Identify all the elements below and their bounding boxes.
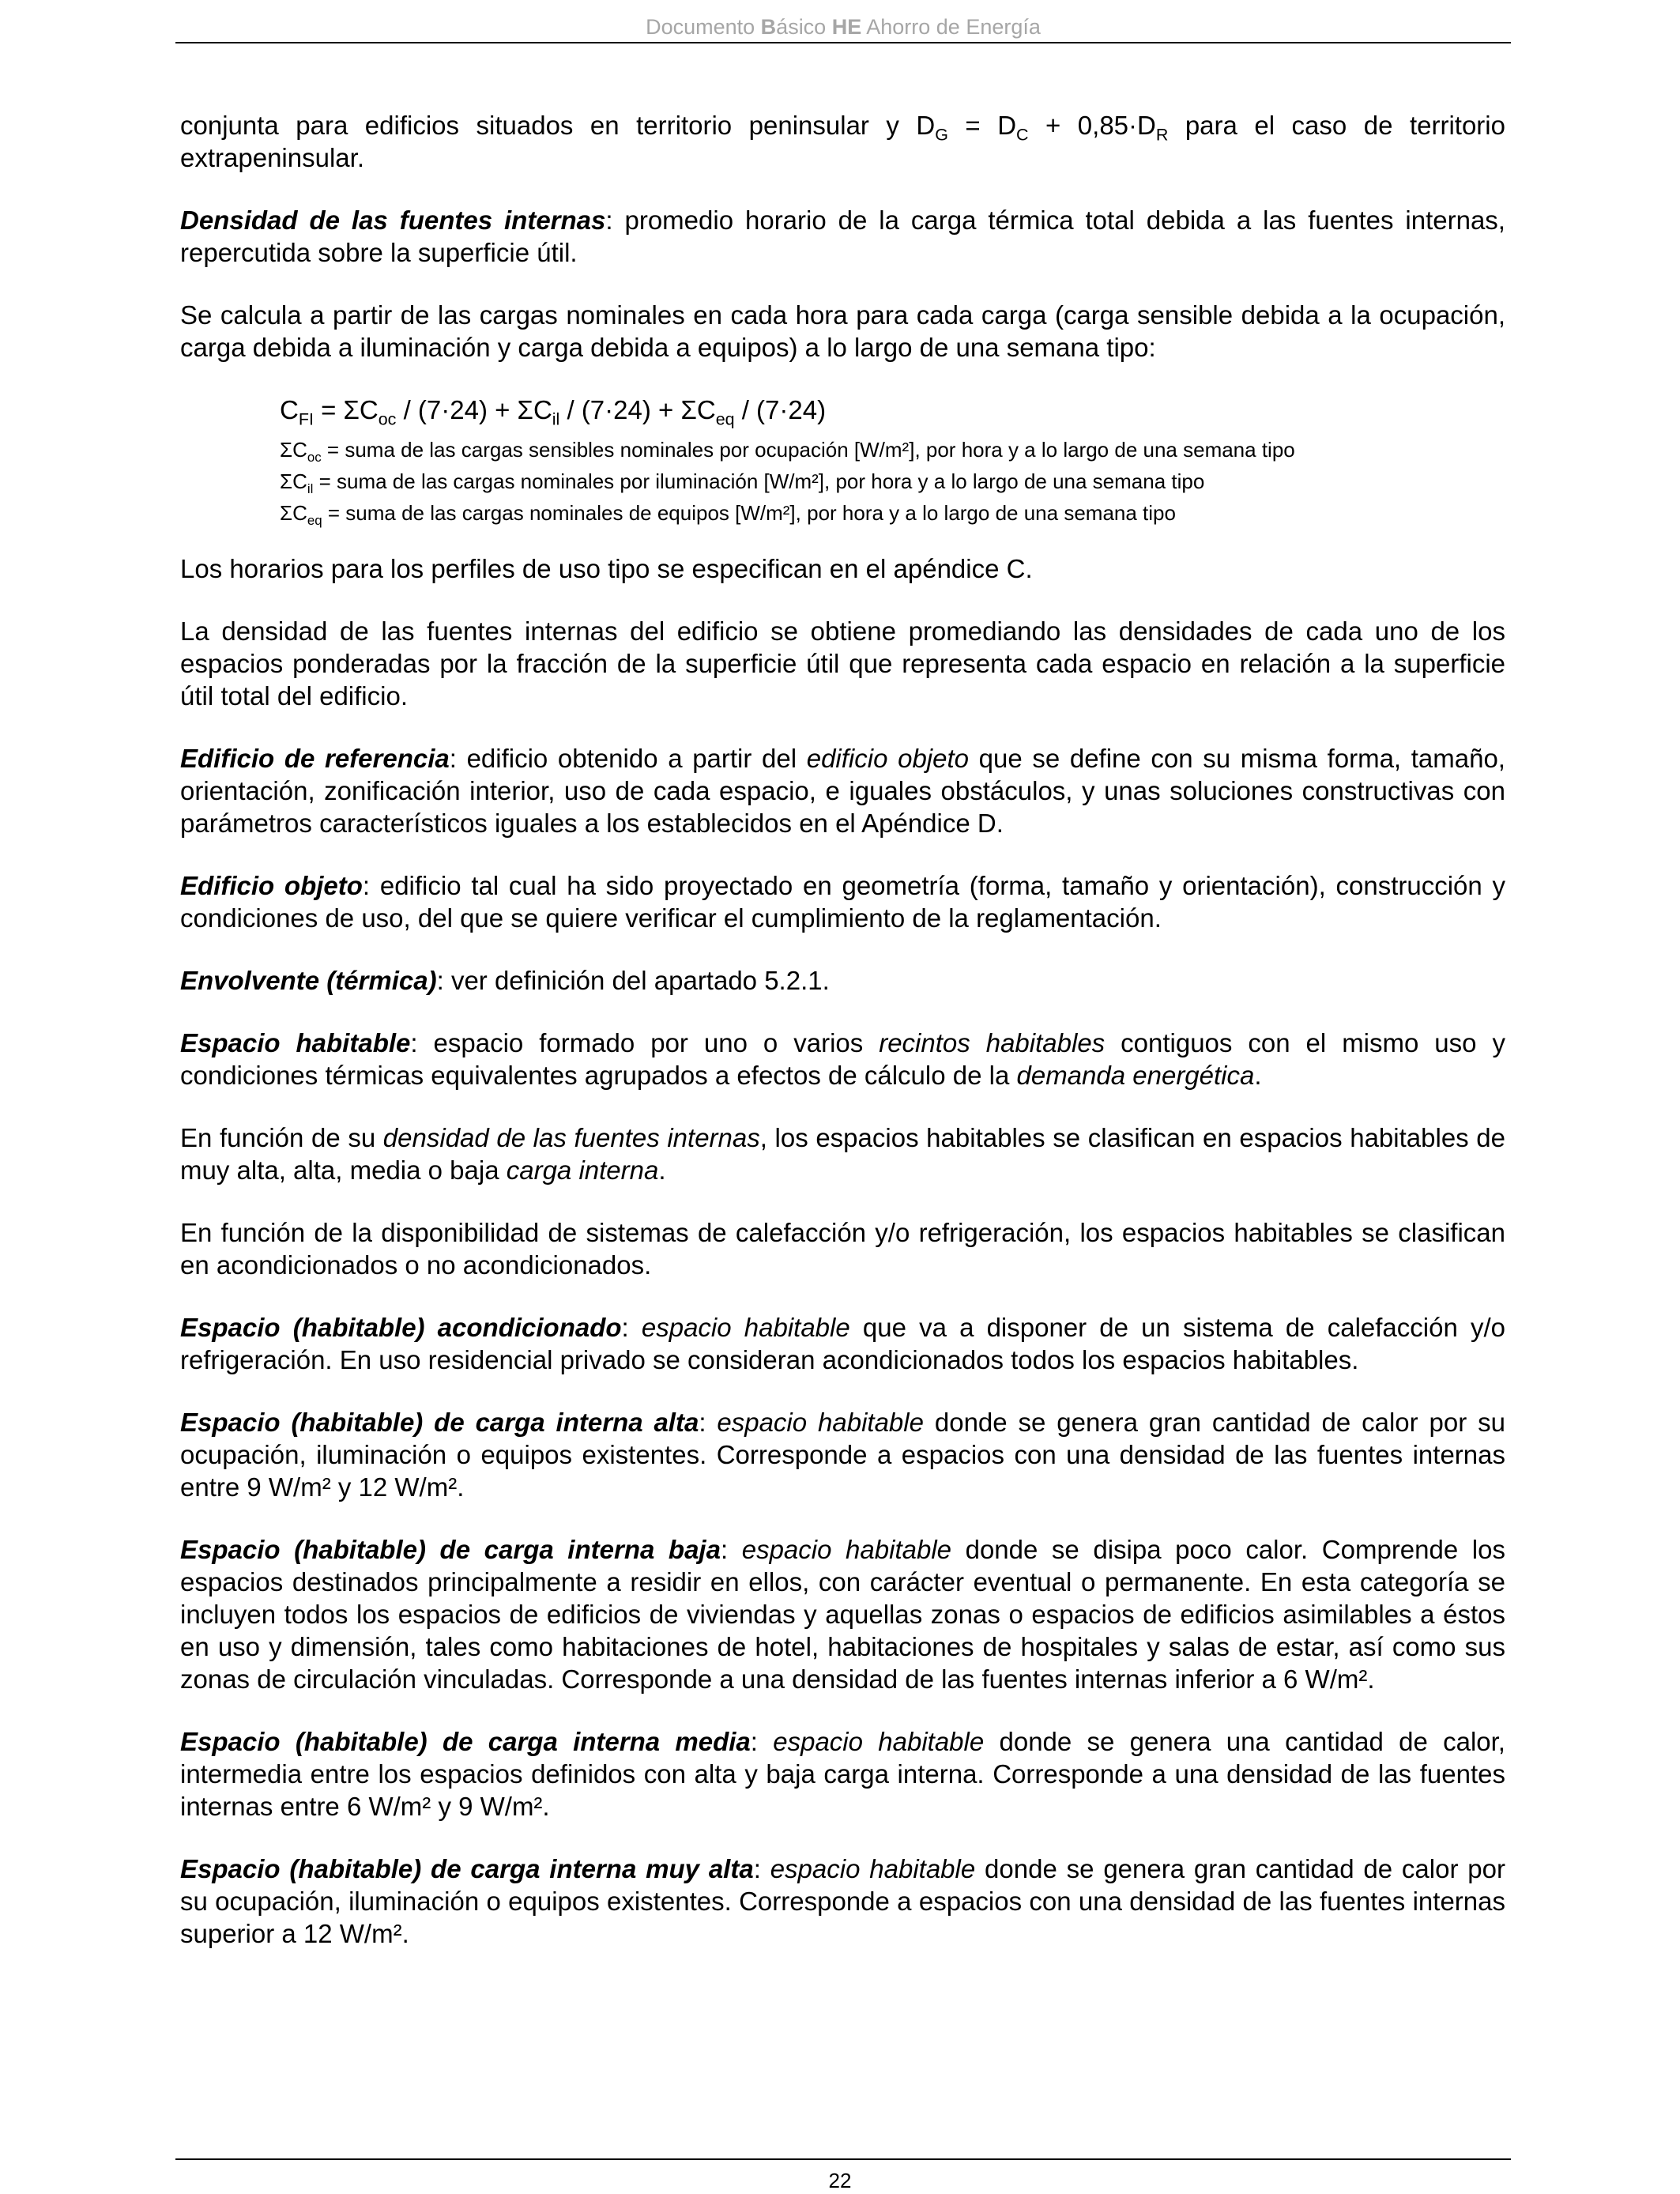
paragraph-clasificacion-acondicionado: En función de la disponibilidad de sistemas de calefacción y/o refrigeración, los espacios habitables se clasifican en acondicionados o no acondicionados. — [180, 1218, 1505, 1280]
header-text-3: ásico — [776, 15, 832, 39]
term-carga-interna-alta: Espacio (habitable) de carga interna alta — [180, 1408, 699, 1437]
definition-carga-interna-baja: Espacio (habitable) de carga interna baja: espacio habitable donde se disipa poco calor. Comprende los espacios destinados principalmente a residir en ellos, con carácter eventual o permanente. En esta categoría se incluyen todos los espacios de edificios de viviendas y aquellas zonas o espacios de edificios asimilables a éstos en uso y dimensión, tales como habitaciones de hotel, habitaciones de hospitales y salas de estar, así como sus zonas de circulación vinculadas. Corresponde a una densidad de las fuentes internas inferior a 6 W/m². — [180, 1535, 1505, 1694]
paragraph-dg-definition: conjunta para edificios situados en territorio peninsular y $D_G = D_C + 0,85\cdot D_R$ para el caso de territorio extrapeninsular. — [180, 111, 1505, 172]
page-number: 22 — [828, 2169, 852, 2192]
term-densidad-fuentes-internas: Densidad de las fuentes internas — [180, 205, 606, 235]
term-edificio-objeto: Edificio objeto — [180, 871, 363, 900]
definition-densidad-fuentes-internas: Densidad de las fuentes internas: promedio horario de la carga térmica total debida a las fuentes internas, repercutida sobre la superficie útil. — [180, 205, 1505, 267]
formula-legend-il: $\Sigma C_{il}$ = suma de las cargas nominales por iluminación [W/m²], por hora y a lo largo de una semana tipo — [280, 469, 1205, 496]
definition-edificio-referencia: Edificio de referencia: edificio obtenido a partir del edificio objeto que se define con su misma forma, tamaño, orientación, zonificación interior, uso de cada espacio, e iguales obstáculos, y unas soluciones constructivas con parámetros característicos iguales a los establecidos en el Apéndice D. — [180, 744, 1505, 838]
term-edificio-referencia: Edificio de referencia — [180, 744, 450, 773]
header-rule — [175, 42, 1511, 43]
term-carga-interna-baja: Espacio (habitable) de carga interna baja — [180, 1535, 721, 1564]
term-envolvente: Envolvente (térmica) — [180, 966, 437, 995]
definition-espacio-habitable: Espacio habitable: espacio formado por uno o varios recintos habitables contiguos con el mismo uso y condiciones térmicas equivalentes agrupados a efectos de cálculo de la demanda energética. — [180, 1028, 1505, 1090]
definition-edificio-objeto: Edificio objeto: edificio tal cual ha sido proyectado en geometría (forma, tamaño y orientación), construcción y condiciones de uso, del que se quiere verificar el cumplimiento de la reglamentación. — [180, 871, 1505, 933]
definition-carga-interna-alta: Espacio (habitable) de carga interna alta: espacio habitable donde se genera gran cantidad de calor por su ocupación, iluminación o equipos existentes. Corresponde a espacios con una densidad de las fuentes internas entre 9 W/m² y 12 W/m². — [180, 1408, 1505, 1502]
definition-carga-interna-media: Espacio (habitable) de carga interna media: espacio habitable donde se genera una cantidad de calor, intermedia entre los espacios definidos con alta y baja carga interna. Corresponde a una densidad de las fuentes internas entre 6 W/m² y 9 W/m². — [180, 1727, 1505, 1821]
paragraph-horarios: Los horarios para los perfiles de uso tipo se especifican en el apéndice C. — [180, 554, 1033, 583]
header-text-1: Documento — [646, 15, 761, 39]
header-text-2: B — [760, 15, 777, 39]
paragraph-densidad-edificio: La densidad de las fuentes internas del edificio se obtiene promediando las densidades de cada uno de los espacios ponderadas por la fracción de la superficie útil que representa cada espacio en relación a la superficie útil total del edificio. — [180, 616, 1505, 711]
formula-legend-oc: $\Sigma C_{oc}$ = suma de las cargas sensibles nominales por ocupación [W/m²], por hora y a lo largo de una semana tipo — [280, 438, 1295, 465]
term-carga-interna-media: Espacio (habitable) de carga interna media — [180, 1727, 751, 1756]
term-carga-interna-muy-alta: Espacio (habitable) de carga interna muy alta — [180, 1854, 754, 1883]
definition-carga-interna-muy-alta: Espacio (habitable) de carga interna muy alta: espacio habitable donde se genera gran cantidad de calor por su ocupación, iluminación o equipos existentes. Corresponde a espacios con una densidad de las fuentes internas superior a 12 W/m². — [180, 1854, 1505, 1948]
formula-cfi: $C_{FI} = \Sigma C_{oc} / (7\cdot 24) + \Sigma C_{il} / (7\cdot 24) + \Sigma C_{eq} / (7\cdot 24)$ — [280, 395, 827, 429]
page-header — [175, 11, 1511, 43]
footer-rule — [175, 2158, 1511, 2160]
definition-espacio-acondicionado: Espacio (habitable) acondicionado: espacio habitable que va a disponer de un sistema de calefacción y/o refrigeración. En uso residencial privado se consideran acondicionados todos los espacios habitables. — [180, 1313, 1505, 1374]
header-text-5: Ahorro de Energía — [861, 15, 1041, 39]
formula-legend-eq: $\Sigma C_{eq}$ = suma de las cargas nominales de equipos [W/m²], por hora y a lo largo de una semana tipo — [280, 501, 1176, 528]
definition-envolvente: Envolvente (térmica): ver definición del apartado 5.2.1. — [180, 966, 830, 995]
header-text-4: HE — [831, 15, 862, 39]
page-body — [180, 109, 1505, 1950]
paragraph-clasificacion-carga: En función de su densidad de las fuentes internas, los espacios habitables se clasifican en espacios habitables de muy alta, alta, media o baja carga interna. — [180, 1123, 1505, 1185]
paragraph-calculo: Se calcula a partir de las cargas nominales en cada hora para cada carga (carga sensible debida a la ocupación, carga debida a iluminación y carga debida a equipos) a lo largo de una semana tipo: — [180, 300, 1505, 362]
term-espacio-habitable: Espacio habitable — [180, 1028, 411, 1057]
term-espacio-acondicionado: Espacio (habitable) acondicionado — [180, 1313, 622, 1342]
